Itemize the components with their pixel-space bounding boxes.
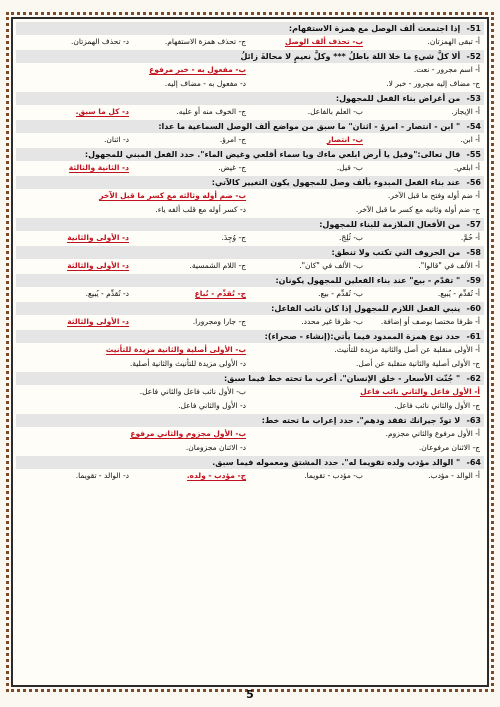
answer-option-text: د- الثانية والثالثة (68, 163, 129, 172)
answer-option-text: ج- مؤدب - ولده. (186, 471, 246, 480)
answer-option (133, 105, 250, 119)
question-block (16, 456, 484, 483)
answer-option-text: ب- تُقدِّم - بيع. (318, 289, 363, 298)
question-block (16, 246, 484, 273)
answer-row (16, 189, 484, 203)
answer-option (133, 35, 250, 49)
answer-option-text: أ- الإيجاز. (451, 107, 480, 116)
answer-row (16, 357, 484, 371)
question-number: 54- (466, 122, 481, 131)
question-text: " تقدّم - بيع" عند بناء الفعلين للمجهول يكونان: (275, 276, 463, 285)
answer-option-text: ج- الأولى أصلية والثانية منقلبة عن أصل. (355, 359, 480, 368)
answer-option (250, 441, 484, 455)
answer-option-text: د- الأول والثاني فاعل. (178, 401, 246, 410)
answer-row (16, 385, 484, 399)
question-number: 63- (466, 416, 481, 425)
question-block (16, 148, 484, 175)
answer-option (367, 287, 484, 301)
answer-option-text: أ- اسم مجرور - نعت. (413, 65, 480, 74)
answer-option-text: أ- الأول فاعل والثاني نائب فاعل (360, 387, 480, 396)
answer-option (16, 287, 133, 301)
question-block (16, 50, 484, 91)
answer-option-text: ب- ظرفا غير محدد. (301, 317, 363, 326)
answer-option (16, 35, 133, 49)
answer-option (367, 259, 484, 273)
answer-option (16, 203, 250, 217)
answer-option (367, 161, 484, 175)
answer-option-text: ج- مضاف إليه مجرور - خبر لا. (386, 79, 480, 88)
answer-option-text: د- الأولى والثانية (67, 233, 129, 242)
question-header (16, 176, 484, 189)
question-number: 53- (466, 94, 481, 103)
question-text: " الوالد مؤدب ولده تقويما له". حدد المشتق ومعموله فيما سبق. (212, 458, 463, 467)
answer-option-text: أ- الألف في "قالوا". (418, 261, 480, 270)
answer-option-text: ب- الألف في "كان". (299, 261, 363, 270)
correct-answer-option (16, 231, 133, 245)
answer-option-text: أ- تُقدِّم - يُبيع. (437, 289, 480, 298)
answer-option-text: ب- انتصار (326, 135, 363, 144)
question-block (16, 92, 484, 119)
correct-answer-option (16, 161, 133, 175)
answer-option (16, 385, 250, 399)
question-number: 64- (466, 458, 481, 467)
answer-option (16, 357, 250, 371)
question-header (16, 302, 484, 315)
question-text: من الحروف التي تكتب ولا تنطق: (331, 248, 463, 257)
answer-row (16, 469, 484, 483)
answer-option-text: أ- الوالد - مؤدب. (428, 471, 480, 480)
answer-row (16, 315, 484, 329)
answer-option (250, 399, 484, 413)
question-header (16, 148, 484, 161)
answer-option-text: د- تحذف الهمزتان. (70, 37, 129, 46)
answer-row (16, 399, 484, 413)
correct-answer-option (250, 133, 367, 147)
answer-option (250, 259, 367, 273)
answer-option (16, 399, 250, 413)
question-header (16, 274, 484, 287)
question-number: 62- (466, 374, 481, 383)
answer-option (250, 287, 367, 301)
answer-option-text: أ- حُمَّ. (460, 233, 480, 242)
question-text: حدد نوع همزة الممدود فيما يأتي:(إنشاء - صحراء): (264, 332, 463, 341)
answer-option-text: ب- مؤدب - تقويما. (304, 471, 363, 480)
answer-option-text: ب- العلم بالفاعل. (307, 107, 363, 116)
answer-row (16, 203, 484, 217)
answer-row (16, 343, 484, 357)
question-header (16, 456, 484, 469)
question-block (16, 22, 484, 49)
question-text: لا تودّ جيرانك تفقد ودهم". حدد إعراب ما تحته خط: (261, 416, 463, 425)
answer-option (250, 105, 367, 119)
answer-row (16, 105, 484, 119)
answer-option-text: ج- الأول والثاني نائب فاعل. (394, 401, 480, 410)
answer-option-text: ب- تحذف ألف الوصل (284, 37, 363, 46)
answer-option-text: ب- ثُلِجَ. (339, 233, 363, 242)
question-number: 61- (466, 332, 481, 341)
question-header (16, 414, 484, 427)
question-number: 51- (466, 24, 481, 33)
question-number: 55- (466, 150, 481, 159)
question-number: 59- (466, 276, 481, 285)
answer-option-text: ج- الخوف منه أو عليه. (176, 107, 246, 116)
correct-answer-option (16, 315, 133, 329)
question-block (16, 274, 484, 301)
answer-option (16, 469, 133, 483)
answer-option-text: ب- الأول نائب فاعل والثاني فاعل. (139, 387, 246, 396)
question-block (16, 414, 484, 455)
correct-answer-option (133, 287, 250, 301)
question-header (16, 50, 484, 63)
answer-option (250, 343, 484, 357)
answer-row (16, 63, 484, 77)
answer-option-text: ب- مفعول به - خبر مرفوع (149, 65, 246, 74)
answer-row (16, 427, 484, 441)
page-number: 5 (246, 688, 254, 701)
answer-option (250, 77, 484, 91)
answer-row (16, 161, 484, 175)
question-header (16, 330, 484, 343)
answer-option-text: ج- وُجِدَ. (221, 233, 246, 242)
answer-option (367, 105, 484, 119)
answer-row (16, 133, 484, 147)
answer-option (250, 357, 484, 371)
question-header (16, 92, 484, 105)
answer-option-text: أ- ابلعي. (453, 163, 480, 172)
answer-option-text: ج- ضم أوله وثانيه مع كسر ما قبل الآخر. (355, 205, 480, 214)
question-text: إذا اجتمعت ألف الوصل مع همزة الاستفهام: (288, 24, 463, 33)
answer-row (16, 259, 484, 273)
answer-option (250, 63, 484, 77)
answer-option-text: ب- ضم أوله وثالثه مع كسر ما قبل الآخر (99, 191, 246, 200)
answer-option-text: ج- امرؤ. (219, 135, 246, 144)
answer-option (250, 161, 367, 175)
question-block (16, 176, 484, 217)
question-block (16, 218, 484, 245)
question-text: " ابن - انتصار - امرؤ - اثنان" ما سبق من مواضع ألف الوصل السماعية ما عدا: (158, 122, 463, 131)
answer-option (367, 469, 484, 483)
answer-option-text: د- كل ما سبق. (75, 107, 129, 116)
answer-option (16, 77, 250, 91)
answer-option-text: ج- الاثنان مرفوعان. (418, 443, 480, 452)
answer-option-text: ب- الأول مجزوم والثاني مرفوع (130, 429, 246, 438)
answer-option (133, 231, 250, 245)
answer-row (16, 441, 484, 455)
question-text: ينبي الفعل اللازم للمجهول إذا كان نائب الفاعل: (271, 304, 463, 313)
correct-answer-option (16, 189, 250, 203)
answer-option (367, 315, 484, 329)
answer-option-text: د- اثنان. (103, 135, 129, 144)
question-block (16, 372, 484, 413)
question-header (16, 120, 484, 133)
correct-answer-option (16, 105, 133, 119)
answer-option-text: أ- ضم أوله وفتح ما قبل الآخر. (387, 191, 480, 200)
answer-option (250, 231, 367, 245)
answer-option (133, 161, 250, 175)
question-text: " جُنّت الأسعار - خلق الإنسان". أعرب ما تحته خط فيما سبق: (223, 374, 463, 383)
answer-option (367, 231, 484, 245)
answer-option-text: د- كسر أوله مع قلب ألفه ياء. (155, 205, 246, 214)
question-number: 58- (466, 248, 481, 257)
correct-answer-option (16, 63, 250, 77)
question-number: 57- (466, 220, 481, 229)
answer-option-text: ج- جارا ومجرورا. (192, 317, 246, 326)
answer-option (250, 469, 367, 483)
answer-option-text: أ- الأولى منقلبة عن أصل والثانية مزيدة للتأنيث. (334, 345, 480, 354)
answer-option (133, 315, 250, 329)
question-text: ألا كلُّ شيءٍ ما خلا اللهَ باطلُ *** وكلُّ نعيمٍ لا محالةَ زائلُ (240, 52, 463, 61)
question-number: 52- (466, 52, 481, 61)
question-header (16, 372, 484, 385)
answer-option-text: ج- تحذف همزة الاستفهام. (164, 37, 246, 46)
question-text: من أغراض بناء الفعل للمجهول: (335, 94, 463, 103)
answer-option (367, 35, 484, 49)
answer-option (250, 315, 367, 329)
question-text: قال تعالى:"وقيل يا أرض ابلعي ماءك ويا سماء أقلعي وغيض الماء". حدد الفعل المبني للمجهول: (84, 150, 463, 159)
answer-option-text: ج- غيض. (218, 163, 246, 172)
answer-option (133, 259, 250, 273)
question-number: 60- (466, 304, 481, 313)
question-text: عند بناء الفعل المبدوء بألف وصل للمجهول يكون التغيير كالآتي: (211, 178, 463, 187)
answer-option (250, 427, 484, 441)
answer-option-text: أ- ظرفا مختصا بوصف أو إضافة. (380, 317, 480, 326)
correct-answer-option (250, 35, 367, 49)
answer-option (16, 133, 133, 147)
question-number: 56- (466, 178, 481, 187)
answer-option-text: د- الوالد - تقويما. (75, 471, 129, 480)
answer-option-text: أ- ابن. (460, 135, 480, 144)
answer-option-text: د- الاثنان مجزومان. (185, 443, 246, 452)
correct-answer-option (133, 469, 250, 483)
answer-option (250, 189, 484, 203)
answer-option-text: د- مفعول به - مضاف إليه. (164, 79, 246, 88)
correct-answer-option (250, 385, 484, 399)
answer-option-text: د- تُقدِّم - يُبيع. (85, 289, 129, 298)
answer-option-text: د- الأولى مزيدة للتأنيث والثانية أصلية. (129, 359, 246, 368)
question-block (16, 302, 484, 329)
question-text: من الأفعال الملازمة للبناء للمجهول: (319, 220, 463, 229)
answer-option-text: ج- تُقدِّم - تُباع (194, 289, 246, 298)
answer-option-text: أ- تبقى الهمزتان. (427, 37, 480, 46)
answer-row (16, 231, 484, 245)
answer-row (16, 287, 484, 301)
question-header (16, 22, 484, 35)
question-header (16, 218, 484, 231)
answer-option (133, 133, 250, 147)
correct-answer-option (16, 343, 250, 357)
correct-answer-option (16, 259, 133, 273)
answer-option-text: ج- اللام الشمسية. (189, 261, 246, 270)
answer-option-text: د- الأولى والثالثة (67, 317, 129, 326)
answer-option-text: ب- قيل. (336, 163, 363, 172)
answer-option (367, 133, 484, 147)
answer-option (16, 441, 250, 455)
question-block (16, 330, 484, 371)
answer-row (16, 77, 484, 91)
question-block (16, 120, 484, 147)
answer-option-text: د- الأولى والثالثة (67, 261, 129, 270)
questions-list (16, 22, 484, 484)
correct-answer-option (16, 427, 250, 441)
answer-option-text: ب- الأولى أصلية والثانية مزيدة للتأنيث (105, 345, 246, 354)
answer-option (250, 203, 484, 217)
answer-option-text: أ- الأول مرفوع والثاني مجزوم. (385, 429, 480, 438)
answer-row (16, 35, 484, 49)
question-header (16, 246, 484, 259)
